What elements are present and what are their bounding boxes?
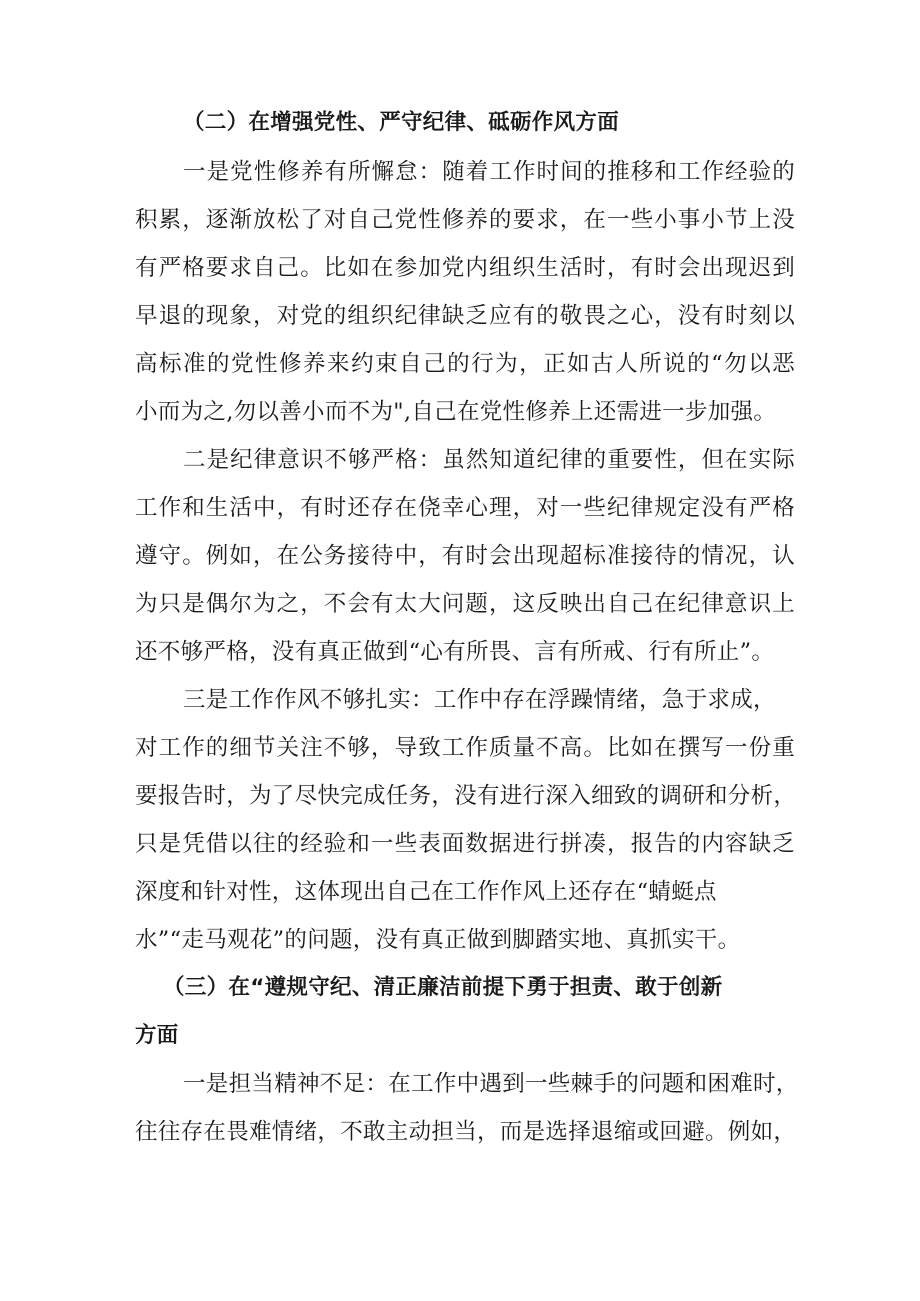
section-2-para-3-line-1: 三是工作作风不够扎实：工作中存在浮躁情绪，急于求成， bbox=[183, 687, 776, 713]
section-2-para-1-line-6: 小而为之,勿以善小而不为",自己在党性修养上还需进一步加强。 bbox=[135, 399, 777, 425]
section-2-para-1-line-3: 有严格要求自己。比如在参加党内组织生活时，有时会出现迟到 bbox=[135, 255, 795, 281]
section-3-heading-line-1: （三）在“遵规守纪、清正廉洁前提下勇于担责、敢于创新 bbox=[163, 975, 723, 1000]
section-2-para-2-line-4: 为只是偶尔为之，不会有太大问题，这反映出自己在纪律意识上 bbox=[135, 591, 795, 617]
section-2-para-3-line-2: 对工作的细节关注不够，导致工作质量不高。比如在撰写一份重 bbox=[135, 735, 795, 761]
section-2-para-1-line-5: 高标准的党性修养来约束自己的行为，正如古人所说的“勿以恶 bbox=[135, 351, 795, 377]
section-2-para-2-line-2: 工作和生活中，有时还存在侥幸心理，对一些纪律规定没有严格 bbox=[135, 495, 795, 521]
section-2-para-3-line-4: 只是凭借以往的经验和一些表面数据进行拼凑，报告的内容缺乏 bbox=[135, 831, 795, 857]
section-2-para-3-line-3: 要报告时，为了尽快完成任务，没有进行深入细致的调研和分析， bbox=[135, 783, 797, 809]
section-2-para-3-line-6: 水”“走马观花”的问题，没有真正做到脚踏实地、真抓实干。 bbox=[135, 927, 741, 953]
section-2-para-2-line-1: 二是纪律意识不够严格：虽然知道纪律的重要性，但在实际 bbox=[183, 447, 795, 473]
section-3-para-1-line-1: 一是担当精神不足：在工作中遇到一些棘手的问题和困难时， bbox=[183, 1071, 799, 1097]
section-2-para-1-line-2: 积累，逐渐放松了对自己党性修养的要求，在一些小事小节上没 bbox=[135, 207, 795, 233]
section-2-para-2-line-3: 遵守。例如，在公务接待中，有时会出现超标准接待的情况，认 bbox=[135, 543, 795, 569]
section-2-heading: （二）在增强党性、严守纪律、砥砺作风方面 bbox=[183, 110, 620, 135]
section-2-para-2-line-5: 还不够严格，没有真正做到“心有所畏、言有所戒、行有所止”。 bbox=[135, 639, 775, 665]
section-2-para-1-line-4: 早退的现象，对党的组织纪律缺乏应有的敬畏之心，没有时刻以 bbox=[135, 303, 795, 329]
section-3-para-1-line-2: 往往存在畏难情绪，不敢主动担当，而是选择退缩或回避。例如， bbox=[135, 1119, 797, 1145]
section-3-heading-line-2: 方面 bbox=[135, 1023, 179, 1048]
section-2-para-1-line-1: 一是党性修养有所懈怠：随着工作时间的推移和工作经验的 bbox=[183, 159, 795, 185]
section-2-para-3-line-5: 深度和针对性，这体现出自己在工作作风上还存在“蜻蜓点 bbox=[135, 879, 717, 905]
